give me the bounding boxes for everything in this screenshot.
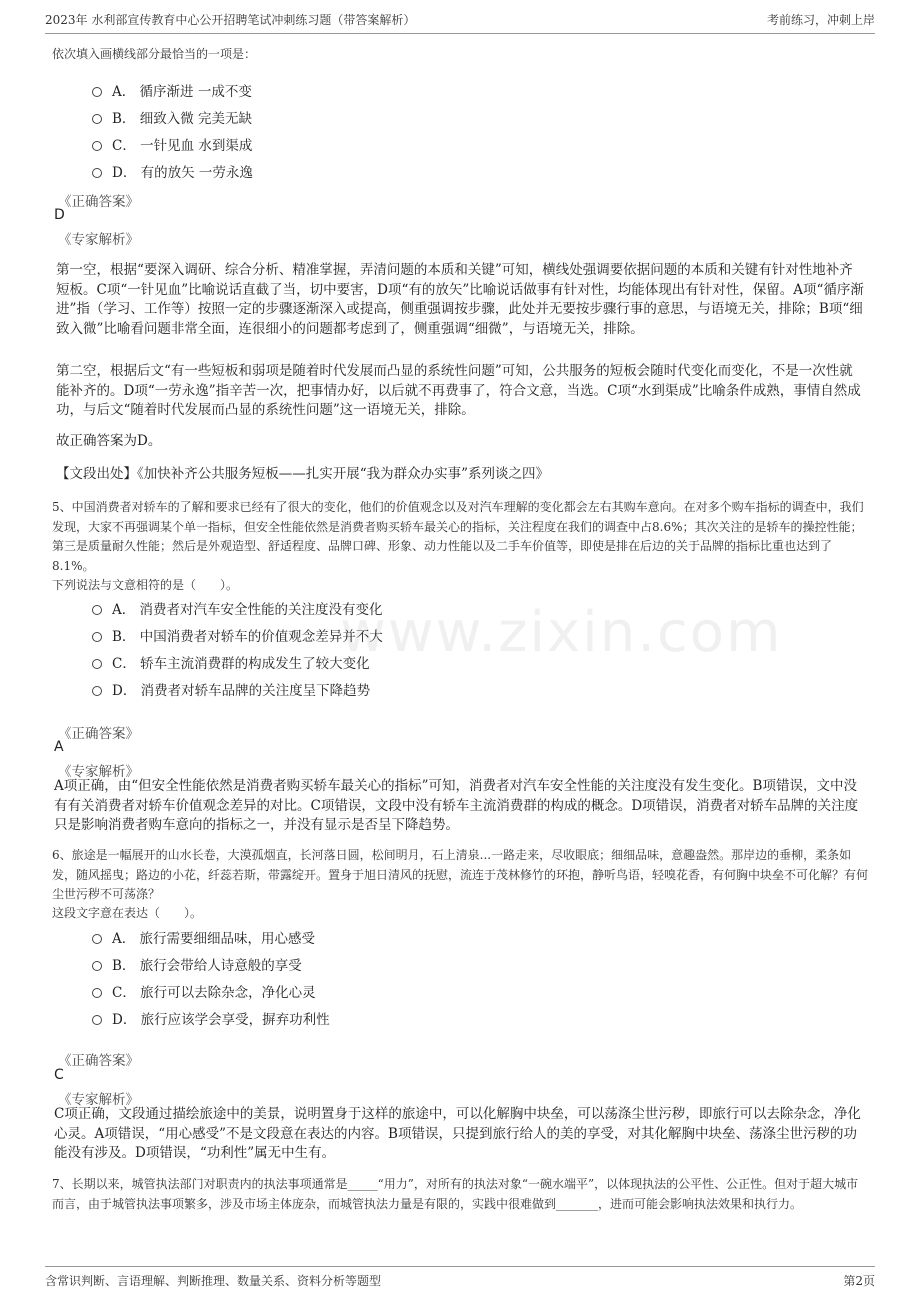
answer-heading: 《正确答案》 — [58, 194, 139, 210]
option-label: C． 轿车主流消费群的构成发生了较大变化 — [112, 656, 370, 672]
header-divider — [45, 33, 875, 34]
option-label: A． 消费者对汽车安全性能的关注度没有变化 — [112, 602, 383, 618]
footer-note: 含常识判断、言语理解、判断推理、数量关系、资料分析等题型 — [45, 1274, 382, 1288]
page-header-title: 2023年 水利部宣传教育中心公开招聘笔试冲刺练习题（带答案解析） — [45, 13, 416, 27]
option-label: C． 旅行可以去除杂念，净化心灵 — [112, 985, 316, 1001]
page-header-slogan: 考前练习，冲刺上岸 — [766, 13, 875, 27]
radio-icon[interactable] — [92, 1015, 102, 1025]
watermark: www.zixin.com — [340, 600, 783, 665]
option-b[interactable] — [92, 107, 252, 127]
option-d[interactable] — [92, 1008, 330, 1028]
analysis-heading: 《专家解析》 — [58, 232, 139, 248]
question-stem: 6、旅途是一幅展开的山水长卷，大漠孤烟直，长河落日圆，松间明月，石上清泉...一路走来，尽收眼底；细细品味，意趣盎然。那岸边的垂柳，柔条如发，随风摇曳；路边的小花，纤蕊若斯，带露绽开。置身于旭日清风的抚慰，流连于茂林修竹的环抱，静听鸟语，轻嗅花香，有何胸中块垒不可化解？有何尘世污秽不可荡涤？ — [52, 848, 869, 901]
radio-icon[interactable] — [92, 659, 102, 669]
footer-divider — [45, 1266, 875, 1267]
question-stem: 7、长期以来，城管执法部门对职责内的执法事项通常是_____“用力”，对所有的执法对象“一碗水端平”，以体现执法的公平性、公正性。但对于超大城市而言，由于城管执法事项繁多，涉及市场主体庞杂，而城管执法力量是有限的，实践中很难做到_______，进而可能会影响执法效果和执行力。 — [52, 1177, 859, 1211]
option-label: D． 有的放矢 一劳永逸 — [112, 165, 253, 181]
option-c[interactable] — [92, 652, 370, 672]
question-stem: 5、中国消费者对轿车的了解和要求已经有了很大的变化，他们的价值观念以及对汽车理解的变化都会左右其购车意向。在对多个购车指标的调查中，我们发现，大家不再强调某个单一指标，但安全性能依然是消费者购买轿车最关心的指标，关注程度在我们的调查中占8.6%；其次关注的是轿车的操控性能；第三是质量耐久性能；然后是外观造型、舒适程度、品牌口碑、形象、动力性能以及二手车价值等，即使是排在后边的关于品牌的指标比重也达到了8.1%。 — [52, 500, 864, 573]
radio-icon[interactable] — [92, 141, 102, 151]
option-c[interactable] — [92, 981, 316, 1001]
option-label: D． 消费者对轿车品牌的关注度呈下降趋势 — [112, 683, 371, 699]
radio-icon[interactable] — [92, 934, 102, 944]
analysis-paragraph: C项正确，文段通过描绘旅途中的美景，说明置身于这样的旅途中，可以化解胸中块垒，可以荡涤尘世污秽，即旅行可以去除杂念，净化心灵。A项错误，“用心感受”不是文段意在表达的内容。B项错误，只提到旅行给人的美的享受，对其化解胸中块垒、荡涤尘世污秽的功能没有涉及。D项错误，“功利性”属无中生有。 — [54, 1106, 861, 1161]
option-a[interactable] — [92, 598, 383, 618]
source-note: 【文段出处】《加快补齐公共服务短板——扎实开展“我为群众办实事”系列谈之四》 — [56, 466, 550, 482]
analysis-heading: 《专家解析》 — [58, 764, 139, 780]
option-label: D． 旅行应该学会享受，摒弃功利性 — [112, 1012, 330, 1028]
page-number: 第2页 — [843, 1274, 875, 1288]
analysis-paragraph: A项正确，由“但安全性能依然是消费者购买轿车最关心的指标”可知，消费者对汽车安全性能的关注度没有发生变化。B项错误，文中没有有关消费者对轿车价值观念差异的对比。C项错误，文段中没有轿车主流消费群的构成的概念。D项错误，消费者对轿车品牌的关注度只是影响消费者购车意向的指标之一，并没有显示是否呈下降趋势。 — [54, 778, 859, 833]
answer-value: C — [54, 1067, 64, 1083]
radio-icon[interactable] — [92, 961, 102, 971]
question-prompt: 下列说法与文意相符的是（ ）。 — [52, 578, 239, 592]
option-label: A． 旅行需要细细品味，用心感受 — [112, 931, 316, 947]
radio-icon[interactable] — [92, 114, 102, 124]
answer-value: A — [54, 739, 64, 755]
question-prompt: 这段文字意在表达（ ）。 — [52, 906, 203, 920]
option-label: B． 细致入微 完美无缺 — [112, 111, 253, 127]
analysis-paragraph: 第一空，根据“要深入调研、综合分析、精准掌握，弄清问题的本质和关键”可知，横线处强调要依据问题的本质和关键有针对性地补齐短板。C项“一针见血”比喻说话直截了当，切中要害，D项“有的放矢”比喻说话做事有针对性，均能体现出有针对性，保留。A项“循序渐进”指（学习、工作等）按照一定的步骤逐渐深入或提高，侧重强调按步骤，此处并无要按步骤行事的意思，与语境无关，排除；B项“细致入微”比喻看问题非常全面，连很细小的问题都考虑到了，侧重强调“细微”，与语境无关，排除。 — [56, 262, 864, 337]
radio-icon[interactable] — [92, 632, 102, 642]
option-a[interactable] — [92, 80, 252, 100]
option-d[interactable] — [92, 161, 253, 181]
analysis-conclusion: 故正确答案为D。 — [56, 433, 162, 449]
option-label: C． 一针见血 水到渠成 — [112, 138, 253, 154]
option-b[interactable] — [92, 954, 302, 974]
radio-icon[interactable] — [92, 87, 102, 97]
radio-icon[interactable] — [92, 168, 102, 178]
radio-icon[interactable] — [92, 605, 102, 615]
answer-heading: 《正确答案》 — [58, 1053, 139, 1069]
option-label: A． 循序渐进 一成不变 — [112, 84, 252, 100]
option-label: B． 旅行会带给人诗意般的享受 — [112, 958, 302, 974]
answer-value: D — [54, 207, 65, 223]
question-prompt: 依次填入画横线部分最恰当的一项是： — [52, 47, 257, 61]
radio-icon[interactable] — [92, 686, 102, 696]
option-label: B． 中国消费者对轿车的价值观念差异并不大 — [112, 629, 383, 645]
option-d[interactable] — [92, 679, 370, 699]
analysis-heading: 《专家解析》 — [58, 1092, 139, 1108]
option-a[interactable] — [92, 927, 315, 947]
analysis-paragraph: 第二空，根据后文“有一些短板和弱项是随着时代发展而凸显的系统性问题”可知，公共服务的短板会随时代变化而变化，不是一次性就能补齐的。D项“一劳永逸”指辛苦一次，把事情办好，以后就不再费事了，符合文意，当选。C项“水到渠成”比喻条件成熟，事情自然成功，与后文“随着时代发展而凸显的系统性问题”这一语境无关，排除。 — [56, 363, 861, 418]
option-c[interactable] — [92, 134, 252, 154]
answer-heading: 《正确答案》 — [58, 726, 139, 742]
radio-icon[interactable] — [92, 988, 102, 998]
option-b[interactable] — [92, 625, 383, 645]
